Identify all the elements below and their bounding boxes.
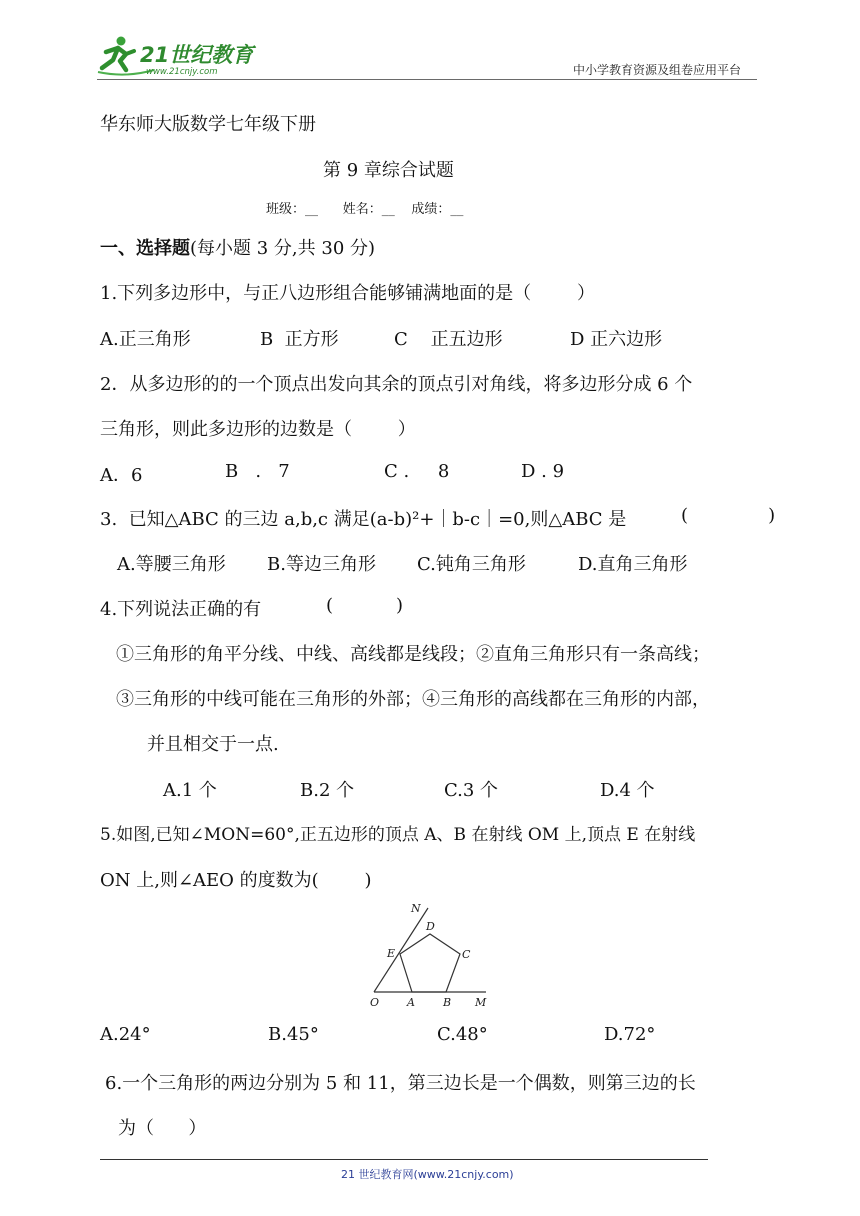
- question-1-stem: 1.下列多边形中，与正八边形组合能够铺满地面的是（ ）: [100, 283, 595, 304]
- q1-option-c: C 正五边形: [394, 329, 503, 350]
- q2-option-a: A．6: [100, 465, 143, 486]
- q3-option-a: A.等腰三角形: [117, 554, 226, 575]
- q5-option-a: A.24°: [100, 1024, 151, 1045]
- question-3-stem: 3. 已知△ABC 的三边 a,b,c 满足(a-b)²+｜b-c｜=0,则△ABC 是: [100, 509, 627, 530]
- q1-option-d: D 正六边形: [570, 329, 663, 350]
- q5-option-d: D.72°: [604, 1024, 656, 1045]
- label-o: O: [370, 996, 380, 1009]
- question-5-stem-line2: ON 上,则∠AEO 的度数为( ): [100, 870, 372, 891]
- label-e: E: [387, 947, 396, 960]
- question-4-paren: ( ): [326, 595, 403, 616]
- pentagon-shape: [400, 934, 460, 992]
- q2-option-c: C . 8: [384, 461, 450, 482]
- label-n: N: [411, 902, 421, 915]
- label-m: M: [475, 996, 487, 1009]
- q4-option-d: D.4 个: [600, 780, 655, 801]
- label-a: A: [407, 996, 415, 1009]
- question-3-paren: ( ): [681, 505, 776, 526]
- header-divider: [97, 79, 757, 80]
- publisher-line: 华东师大版数学七年级下册: [100, 114, 316, 135]
- student-fields: 班级：__ 姓名：__ 成绩：__: [266, 202, 464, 217]
- question-5-stem-line1: 5.如图,已知∠MON=60°,正五边形的顶点 A、B 在射线 OM 上,顶点 E 在射线: [100, 825, 696, 845]
- section-note: (每小题 3 分,共 30 分): [190, 238, 376, 259]
- page-title: 第 9 章综合试题: [323, 160, 454, 181]
- q3-option-c: C.钝角三角形: [417, 554, 526, 575]
- q4-option-c: C.3 个: [444, 780, 499, 801]
- question-4-stem: 4.下列说法正确的有: [100, 599, 262, 620]
- label-d: D: [426, 920, 435, 933]
- label-b: B: [443, 996, 452, 1009]
- q4-option-b: B.2 个: [300, 780, 355, 801]
- question-6-stem-line1: 6.一个三角形的两边分别为 5 和 11，第三边长是一个偶数，则第三边的长: [105, 1073, 696, 1094]
- question-2-stem-line2: 三角形，则此多边形的边数是（ ）: [100, 419, 416, 440]
- footer-text: 21 世纪教育网(www.21cnjy.com): [341, 1168, 514, 1181]
- section-title: 一、选择题: [100, 238, 190, 259]
- q2-option-b: B . 7: [225, 461, 290, 482]
- q1-option-b: B 正方形: [260, 329, 339, 350]
- q2-option-d: D . 9: [521, 461, 565, 482]
- q3-option-d: D.直角三角形: [578, 554, 688, 575]
- question-2-stem-line1: 2．从多边形的的一个顶点出发向其余的顶点引对角线，将多边形分成 6 个: [100, 374, 693, 395]
- q1-option-a: A.正三角形: [100, 329, 191, 350]
- q4-option-a: A.1 个: [163, 780, 217, 801]
- q4-statement-line2: ③三角形的中线可能在三角形的外部；④三角形的高线都在三角形的内部，: [116, 689, 710, 710]
- q3-option-b: B.等边三角形: [267, 554, 376, 575]
- question-6-stem-line2: 为（ ）: [118, 1118, 207, 1139]
- logo-text: 21世纪教育: [140, 43, 254, 67]
- label-c: C: [462, 948, 471, 961]
- footer-divider: [100, 1159, 708, 1160]
- pentagon-figure: [360, 898, 500, 1010]
- q5-option-b: B.45°: [268, 1024, 319, 1045]
- q4-statement-line3: 并且相交于一点.: [147, 734, 279, 755]
- site-logo: [96, 34, 262, 78]
- platform-tag: 中小学教育资源及组卷应用平台: [573, 63, 742, 77]
- logo-url: www.21cnjy.com: [146, 67, 218, 77]
- ray-on: [374, 908, 428, 992]
- q4-statement-line1: ①三角形的角平分线、中线、高线都是线段；②直角三角形只有一条高线；: [116, 644, 710, 665]
- section-heading: [100, 234, 375, 260]
- q5-option-c: C.48°: [437, 1024, 488, 1045]
